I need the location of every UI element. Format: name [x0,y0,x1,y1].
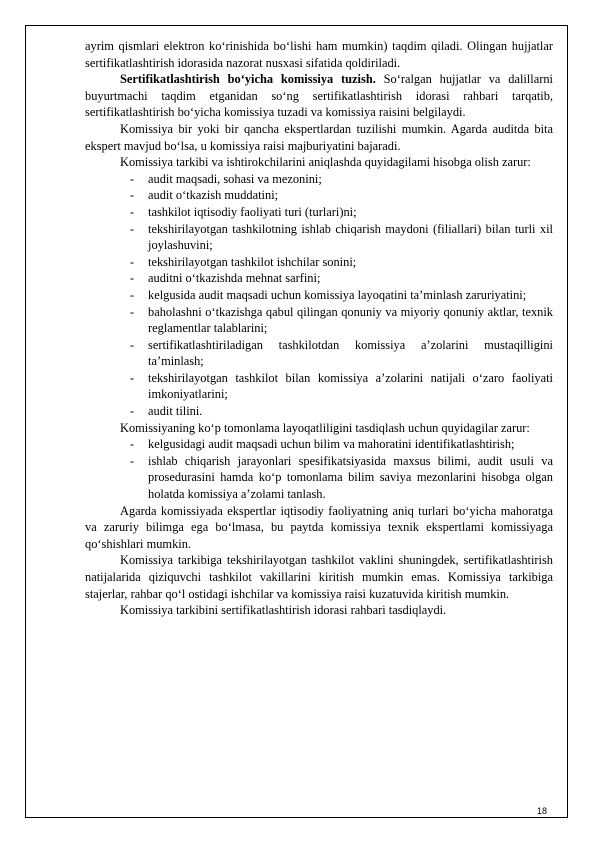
bullet-dash: - [130,254,135,269]
paragraph: Komissiya tarkibiga tekshirilayotgan tashkilot vaklini shuningdek, sertifikatlashtirish natijalarida qiziquvchi tashkilot vakillarini kiritish mumkin emas. Komissiya tarkibiga stajerlar, rahbar qo‘l ostidagi ishchilar va komissiya raisi kuzatuvida kiritish mumkin. [85,553,553,601]
bullet-dash: - [130,171,135,186]
list-item [85,453,553,503]
paragraph [85,71,553,121]
list-item [85,187,553,204]
paragraph-text: So‘ralgan hujjatlar va dalillarni buyurtmachi taqdim etganidan so‘ng sertifikatlashtirish idorasi rahbari tarqatib, sertifikatlashtirish bo‘yicha komissiya tuzadi va komissiya raisini belgilaydi. [85,72,553,120]
paragraph: Komissiya bir yoki bir qancha ekspertlardan tuzilishi mumkin. Agarda auditda bita ekspert mavjud bo‘lsa, u komissiya raisi majburiyatini bajaradi. [85,121,553,153]
list-item-text: kelgusida audit maqsadi uchun komissiya layoqatini ta’minlash zaruriyatini; [148,287,527,302]
list-item-text: ishlab chiqarish jarayonlari spesifikatsiyasida maxsus bilimi, audit usuli va prosedurasini hamda ko‘p tomonlama bilim saviya mezonlarini hisobga olgan holatda komissiya a’zolami tanlash. [148,453,553,502]
bullet-dash: - [130,304,135,319]
list-item-text: sertifikatlashtiriladigan tashkilotdan komissiya a’zolarini mustaqilligini ta’minlash; [148,337,553,369]
list-item [85,221,553,254]
paragraph: ayrim qismlari elektron ko‘rinishida bo‘lishi ham mumkin) taqdim qiladi. Olingan hujjatlar sertifikatlashtirish idorasida nazorat nusxasi sifatida qoldiriladi. [85,39,553,70]
paragraph: Komissiya tarkibi va ishtirokchilarini aniqlashda quyidagilami hisobga olish zarur: [120,155,531,170]
list-item-text: kelgusidagi audit maqsadi uchun bilim va mahoratini identifikatlashtirish; [148,437,515,452]
page-number: 18 [537,806,548,816]
list-item-text: auditni o‘tkazishda mehnat sarfini; [148,271,321,286]
list-item [85,287,553,304]
paragraph: Komissiya tarkibini sertifikatlashtirish idorasi rahbari tasdiqlaydi. [120,603,447,618]
bullet-dash: - [130,453,135,468]
paragraph: Komissiyaning ko‘p tomonlama layoqatliligini tasdiqlash uchun quyidagilar zarur: [120,420,530,435]
list-item [85,270,553,287]
bullet-dash: - [130,337,135,352]
paragraph: Agarda komissiyada ekspertlar iqtisodiy faoliyatning aniq turlari bo‘yicha mahoratga va zaruriy bilimga ega bo‘lmasa, bu paytda komissiya texnik ekspertlami komissiyaga qo‘shishlari mumkin. [85,503,553,551]
bullet-dash: - [130,287,135,302]
list-item [85,337,553,370]
list-item-text: tekshirilayotgan tashkilotning ishlab chiqarish maydoni (filiallari) bilan turli xil joylashuvini; [148,221,553,253]
list-item [85,204,553,221]
list-item-text: tekshirilayotgan tashkilot bilan komissiya a’zolarini natijali o‘zaro faoliyati imkoniyatlarini; [148,370,553,402]
list-item-text: baholashni o‘tkazishga qabul qilingan qonuniy va miyoriy qonuniy aktlar, texnik reglamentlar talablarini; [148,304,553,336]
list-item [85,304,553,337]
list-item-text: audit tilini. [148,404,203,419]
section-heading: Sertifikatlashtirish bo‘yicha komissiya tuzish. [120,72,376,87]
list-item-text: tekshirilayotgan tashkilot ishchilar sonini; [148,254,357,269]
list-item [85,254,553,271]
requirements-list [85,171,553,420]
list-item [85,436,553,453]
bullet-dash: - [130,204,135,219]
bullet-dash: - [130,370,135,385]
bullet-dash: - [130,271,135,286]
competence-list [85,436,553,502]
bullet-dash: - [130,404,135,419]
list-item [85,403,553,420]
bullet-dash: - [130,188,135,203]
list-item-text: tashkilot iqtisodiy faoliyati turi (turlari)ni; [148,204,357,219]
list-item [85,171,553,188]
document-body [85,38,553,619]
bullet-dash: - [130,221,135,236]
list-item [85,370,553,403]
list-item-text: audit o‘tkazish muddatini; [148,188,279,203]
bullet-dash: - [130,437,135,452]
list-item-text: audit maqsadi, sohasi va mezonini; [148,171,322,186]
